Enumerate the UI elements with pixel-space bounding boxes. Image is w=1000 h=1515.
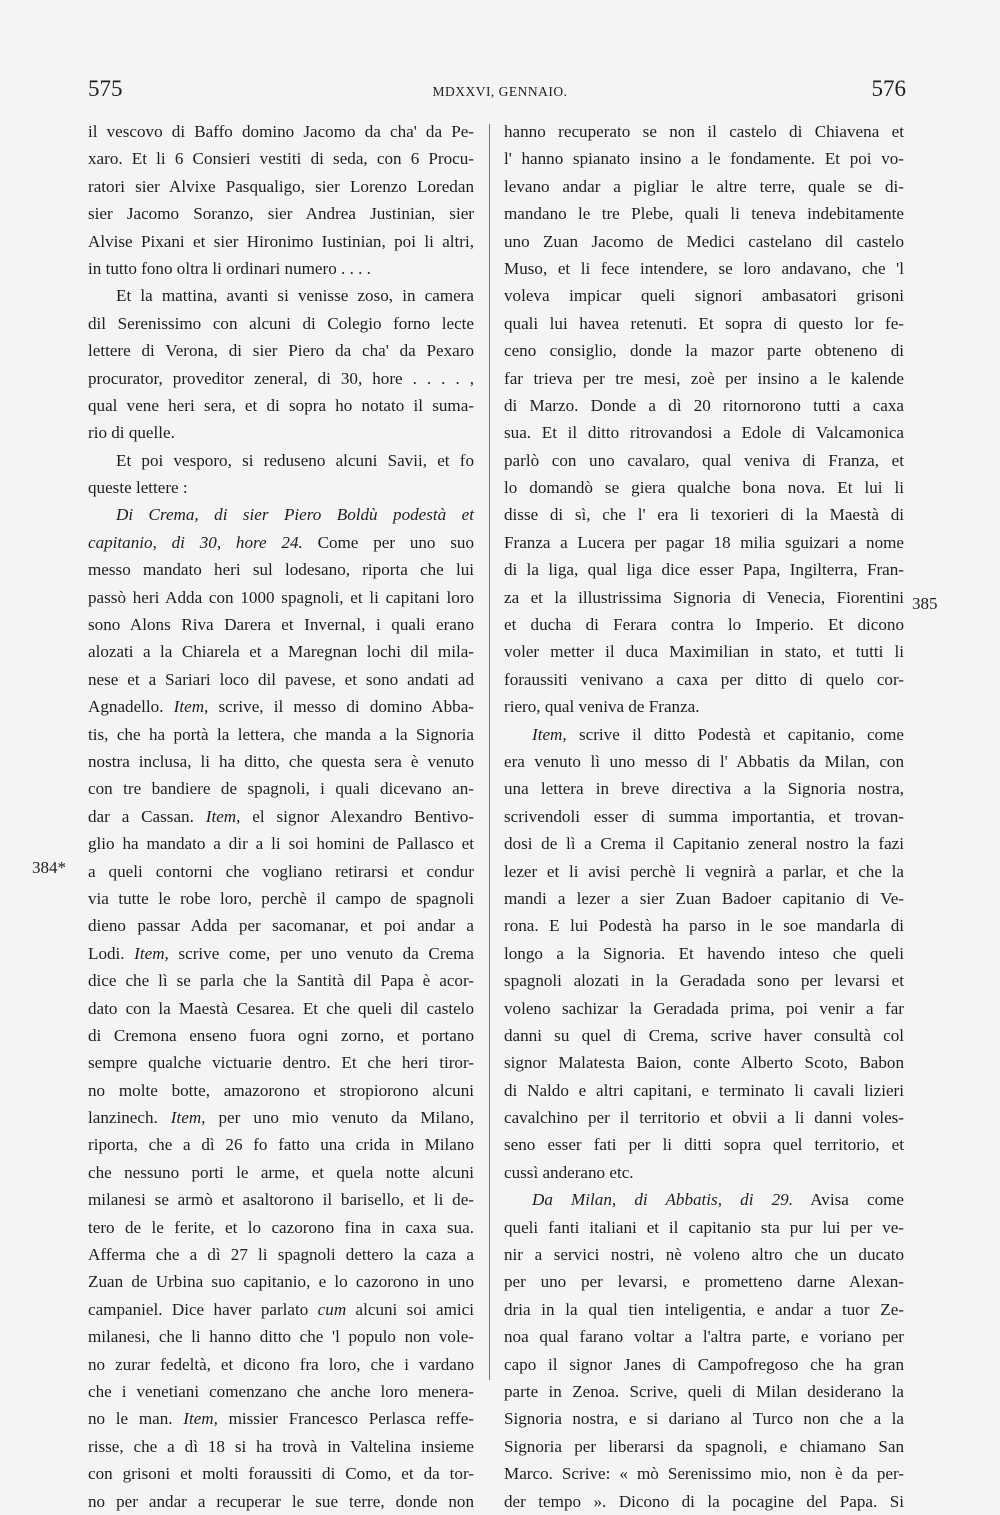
right-margin-number: 385 bbox=[912, 594, 938, 613]
line-text: per uno per levarsi, e prometteno darne Alexan- bbox=[504, 1272, 904, 1292]
line-text: lezer et li avisi perchè li vegnirà a parlar, et che la bbox=[504, 861, 904, 881]
line-text: spagnoli alozati in la Geradada sono per levarsi et bbox=[504, 971, 904, 991]
line-text: di Marzo. Donde a dì 20 ritornorono tutti a caxa bbox=[504, 395, 904, 415]
line-text: di Cremona enseno fuora ogni zorno, et portano bbox=[88, 1025, 474, 1045]
line-text: sempre qualche victuarie dentro. Et che heri tiror- bbox=[88, 1053, 474, 1073]
line-text: tero de le ferite, et lo cazorono fina in caxa sua. bbox=[88, 1217, 474, 1237]
line-text: cavalchino per il territorio et obvii a li danni voles- bbox=[504, 1108, 904, 1128]
line-text: za et la illustrissima Signoria di Venecia, Fiorentini bbox=[504, 587, 904, 607]
text-line bbox=[504, 721, 904, 748]
line-text-italic: Item, bbox=[157, 1108, 206, 1128]
line-text: sono Alons Riva Darera et Invernal, i quali erano bbox=[88, 615, 474, 635]
text-line bbox=[88, 1159, 474, 1186]
text-line bbox=[88, 912, 474, 939]
line-text: far trieva per tre mesi, zoè per insino a le kalende bbox=[504, 368, 904, 388]
text-line bbox=[88, 1488, 474, 1515]
text-line bbox=[504, 638, 904, 665]
text-line bbox=[88, 1405, 474, 1432]
text-line bbox=[504, 1159, 904, 1186]
line-text: passò heri Adda con 1000 spagnoli, et li capitani loro bbox=[88, 587, 474, 607]
text-line bbox=[504, 1323, 904, 1350]
right-column bbox=[504, 118, 904, 1515]
line-text: Afferma che a dì 27 li spagnoli dettero la caza a bbox=[88, 1245, 474, 1265]
line-text: via tutte le robe loro, perchè il campo de spagnoli bbox=[88, 888, 474, 908]
line-text-italic: Item, bbox=[172, 1409, 218, 1429]
text-line bbox=[88, 885, 474, 912]
text-line bbox=[88, 173, 474, 200]
line-text: no zurar fedeltà, et dicono fra loro, che i vardano bbox=[88, 1354, 474, 1374]
line-text: che i venetiani comenzano che anche loro menera- bbox=[88, 1381, 474, 1401]
line-text: Marco. Scrive: « mò Serenissimo mio, non è da per- bbox=[504, 1464, 904, 1484]
text-line bbox=[88, 1241, 474, 1268]
line-text: voler metter il duca Maximilian in stato, et tutti li bbox=[504, 642, 904, 662]
line-text-tail: missier Francesco Perlasca reffe- bbox=[217, 1409, 474, 1429]
text-line bbox=[504, 611, 904, 638]
text-line bbox=[88, 228, 474, 255]
text-line bbox=[504, 255, 904, 282]
line-text: riporta, che a dì 26 fo fatto una crida in Milano bbox=[88, 1135, 474, 1155]
text-line bbox=[504, 1378, 904, 1405]
line-text: milanesi se armò et asaltorono il barisello, et li de- bbox=[88, 1190, 474, 1210]
line-text: che nessuno porti le arme, et quela notte alcuni bbox=[88, 1162, 474, 1182]
line-text: lo domandò se giera qualche bona nova. Et lui li bbox=[504, 478, 904, 498]
text-line bbox=[504, 885, 904, 912]
text-line bbox=[88, 282, 474, 309]
line-text: seno esser fati per li ditti sopra quel territorio, et bbox=[504, 1135, 904, 1155]
line-text: quali lui havea retenuti. Et sopra di questo lor fe- bbox=[504, 313, 904, 333]
text-line bbox=[88, 365, 474, 392]
text-line bbox=[88, 1104, 474, 1131]
text-line bbox=[504, 419, 904, 446]
line-text-tail: scrive, il messo di domino Abba- bbox=[208, 697, 475, 717]
text-line bbox=[88, 693, 474, 720]
text-line bbox=[88, 995, 474, 1022]
line-text: nir a servici nostri, nè voleno altro che un ducato bbox=[504, 1245, 904, 1265]
line-text: Agnadello. bbox=[88, 697, 164, 717]
line-text: danni su quel di Crema, scrive haver consultà col bbox=[504, 1025, 904, 1045]
text-line bbox=[88, 611, 474, 638]
line-text: Franza a Lucera per pagar 18 milia sguizari a nome bbox=[504, 532, 904, 552]
text-line bbox=[504, 584, 904, 611]
text-line bbox=[88, 310, 474, 337]
line-text: queste lettere : bbox=[88, 478, 188, 498]
line-text-tail: per uno mio venuto da Milano, bbox=[205, 1108, 475, 1128]
line-text-tail: el signor Alexandro Bentivo- bbox=[240, 806, 474, 826]
line-text: sua. Et il ditto ritrovandosi a Edole di Valcamonica bbox=[504, 423, 904, 443]
text-line bbox=[504, 940, 904, 967]
line-text: et ducha di Ferara contra lo Imperio. Et dicono bbox=[504, 615, 904, 635]
text-line bbox=[504, 693, 904, 720]
line-text: mandi a lezer a sier Zuan Badoer capitanio di Ve- bbox=[504, 888, 904, 908]
line-text: di Naldo e altri capitani, e terminato li cavali lizieri bbox=[504, 1080, 904, 1100]
text-line bbox=[88, 200, 474, 227]
line-text-italic: cum bbox=[308, 1299, 347, 1319]
line-text: mandano le tre Plebe, quali li teneva indebitamente bbox=[504, 204, 904, 224]
text-line bbox=[88, 1049, 474, 1076]
running-title: MDXXVI, GENNAIO. bbox=[432, 84, 568, 99]
text-line bbox=[88, 1077, 474, 1104]
text-line bbox=[504, 1104, 904, 1131]
text-line bbox=[88, 255, 474, 282]
line-text: queli fanti italiani et il capitanio sta pur lui per ve- bbox=[504, 1217, 904, 1237]
line-text: Et la mattina, avanti si venisse zoso, in camera bbox=[116, 286, 474, 306]
text-line bbox=[504, 1241, 904, 1268]
line-text: levano andar a pigliar le altre terre, quale se di- bbox=[504, 176, 904, 196]
text-line bbox=[504, 228, 904, 255]
text-line bbox=[504, 392, 904, 419]
text-line bbox=[504, 474, 904, 501]
text-line bbox=[88, 1351, 474, 1378]
line-text: no molte botte, amazorono et stropiorono alcuni bbox=[88, 1080, 474, 1100]
text-line bbox=[88, 145, 474, 172]
line-text-tail: Avisa come bbox=[792, 1190, 904, 1210]
text-line bbox=[88, 721, 474, 748]
line-text: dil Serenissimo con alcuni di Colegio forno lecte bbox=[88, 313, 474, 333]
text-line bbox=[504, 666, 904, 693]
left-column bbox=[88, 118, 474, 1515]
text-line bbox=[504, 1488, 904, 1515]
text-line bbox=[504, 200, 904, 227]
line-text: procurator, proveditor zeneral, di 30, hore . . . . , bbox=[88, 368, 474, 388]
line-text: Zuan de Urbina suo capitanio, e lo cazorono in uno bbox=[88, 1272, 474, 1292]
line-text: milanesi, che li hanno ditto che 'l populo non vole- bbox=[88, 1327, 474, 1347]
text-line bbox=[88, 1268, 474, 1295]
text-line bbox=[504, 501, 904, 528]
line-text: noa qual farano voltar a l'altra parte, e voriano per bbox=[504, 1327, 904, 1347]
line-text: Alvise Pixani et sier Hironimo Iustinian, poi li altri, bbox=[88, 231, 474, 251]
text-line bbox=[88, 1131, 474, 1158]
text-line bbox=[504, 1351, 904, 1378]
line-text-italic: Item, bbox=[163, 697, 209, 717]
text-line bbox=[504, 1214, 904, 1241]
text-line bbox=[504, 173, 904, 200]
line-text: dato con la Maestà Cesarea. Et che queli dil castelo bbox=[88, 998, 474, 1018]
line-text-tail: alcuni soi amici bbox=[346, 1299, 474, 1319]
left-page-number: 575 bbox=[88, 76, 123, 101]
line-text: sier Jacomo Soranzo, sier Andrea Justinian, sier bbox=[88, 204, 474, 224]
line-text: Signoria per liberarsi da spagnoli, e chiamano San bbox=[504, 1436, 904, 1456]
line-text: il vescovo di Baffo domino Jacomo da cha' da Pe- bbox=[88, 122, 474, 141]
text-line bbox=[504, 858, 904, 885]
text-line bbox=[88, 666, 474, 693]
line-text: voleno sachizar la Geradada prima, poi venir a far bbox=[504, 998, 904, 1018]
line-text: Lodi. bbox=[88, 943, 125, 963]
text-line bbox=[88, 501, 474, 528]
text-line bbox=[88, 775, 474, 802]
text-line bbox=[504, 556, 904, 583]
line-text: in tutto fono oltra li ordinari numero . . . . bbox=[88, 258, 371, 278]
line-text: riero, qual veniva de Franza. bbox=[504, 697, 700, 717]
line-text: dria in la qual tien inteligentia, e andar a tuor Ze- bbox=[504, 1299, 904, 1319]
line-text: con tre bandiere de spagnoli, i quali dicevano an- bbox=[88, 779, 474, 799]
text-line bbox=[504, 118, 904, 145]
line-text: di la liga, qual liga dice esser Papa, Ingilterra, Fran- bbox=[504, 560, 904, 580]
text-line bbox=[504, 1049, 904, 1076]
text-line bbox=[88, 1433, 474, 1460]
line-text: nese et a Sariari loco dil pavese, et sono andati ad bbox=[88, 669, 474, 689]
text-line bbox=[504, 775, 904, 802]
text-line bbox=[504, 1296, 904, 1323]
page-header bbox=[0, 76, 1000, 116]
line-text: longo a la Signoria. Et havendo inteso che queli bbox=[504, 943, 904, 963]
text-line bbox=[88, 1323, 474, 1350]
text-line bbox=[504, 337, 904, 364]
line-text: der tempo ». Dicono di la pocagine del Papa. Si bbox=[504, 1491, 904, 1511]
text-line bbox=[504, 529, 904, 556]
line-text: xaro. Et li 6 Consieri vestiti di seda, con 6 Procu- bbox=[88, 149, 474, 169]
text-line bbox=[88, 447, 474, 474]
line-text: glio ha mandato a dir a li soi homini de Pallasco et bbox=[88, 834, 474, 854]
line-text: capitanio, di 30, hore 24. bbox=[88, 532, 303, 552]
line-text: nostra inclusa, li ha ditto, che questa sera è venuto bbox=[88, 751, 474, 771]
text-line bbox=[88, 1460, 474, 1487]
line-text: lettere di Verona, di sier Piero da cha' da Pexaro bbox=[88, 341, 474, 361]
text-line bbox=[88, 529, 474, 556]
line-text: risse, che a dì 18 si ha trovà in Valtelina insieme bbox=[88, 1436, 474, 1456]
text-line bbox=[88, 1022, 474, 1049]
line-text-italic: Item, bbox=[193, 806, 241, 826]
line-text: uno Zuan Jacomo de Medici castelano dil castelo bbox=[504, 231, 904, 251]
line-text: alozati a la Chiarela et a Maregnan lochi dil mila- bbox=[88, 642, 474, 662]
line-text: l' hanno spianato insino a le fondamente. Et poi vo- bbox=[504, 149, 904, 169]
line-text: no le man. bbox=[88, 1409, 173, 1429]
line-text: qual vene heri sera, et di sopra ho notato il suma- bbox=[88, 395, 474, 415]
line-text-tail: scrive come, per uno venuto da Crema bbox=[168, 943, 474, 963]
line-text: voleva impicar queli signori ambasatori grisoni bbox=[504, 286, 904, 306]
line-text: dieno passar Adda per sacomanar, et poi andar a bbox=[88, 916, 474, 936]
text-line bbox=[88, 474, 474, 501]
text-line bbox=[504, 282, 904, 309]
text-line bbox=[504, 1460, 904, 1487]
line-text: capo il signor Janes di Campofregoso che ha gran bbox=[504, 1354, 904, 1374]
text-line bbox=[88, 118, 474, 145]
line-text: cussì anderano etc. bbox=[504, 1162, 634, 1182]
line-text: parte in Zenoa. Scrive, queli di Milan desiderano la bbox=[504, 1381, 904, 1401]
text-line bbox=[88, 1214, 474, 1241]
text-line bbox=[504, 995, 904, 1022]
line-text: Item, bbox=[532, 724, 567, 744]
line-text: Signoria nostra, e si dariano al Turco non che a la bbox=[504, 1409, 904, 1429]
text-line bbox=[88, 392, 474, 419]
text-line bbox=[504, 1022, 904, 1049]
text-line bbox=[504, 1268, 904, 1295]
line-text: hanno recuperato se non il castelo di Chiavena et bbox=[504, 122, 904, 141]
text-line bbox=[88, 1296, 474, 1323]
text-line bbox=[504, 912, 904, 939]
text-line bbox=[504, 365, 904, 392]
line-text: dosi de lì a Crema il Capitanio zeneral nostro la fazi bbox=[504, 834, 904, 854]
line-text: no per andar a recuperar le sue terre, donde non bbox=[88, 1491, 474, 1511]
text-line bbox=[504, 1131, 904, 1158]
line-text: ceno consiglio, donde la mazor parte obteneno di bbox=[504, 341, 904, 361]
text-line bbox=[88, 1378, 474, 1405]
line-text: Muso, et li fece intendere, se loro andavano, che 'l bbox=[504, 258, 904, 278]
text-line bbox=[504, 310, 904, 337]
text-line bbox=[504, 830, 904, 857]
text-line bbox=[88, 803, 474, 830]
line-text: Da Milan, di Abbatis, di 29. bbox=[532, 1190, 793, 1210]
line-text: rio di quelle. bbox=[88, 423, 175, 443]
text-line bbox=[504, 748, 904, 775]
line-text-tail: scrive il ditto Podestà et capitanio, come bbox=[566, 724, 904, 744]
line-text: a queli contorni che vogliano retirarsi et condur bbox=[88, 861, 474, 881]
text-line bbox=[88, 337, 474, 364]
line-text: Di Crema, di sier Piero Boldù podestà et bbox=[116, 505, 474, 525]
text-line bbox=[88, 830, 474, 857]
text-line bbox=[504, 1405, 904, 1432]
text-line bbox=[88, 556, 474, 583]
left-margin-number: 384* bbox=[32, 858, 66, 877]
line-text: Et poi vesporo, si reduseno alcuni Savii, et fo bbox=[116, 450, 474, 470]
text-line bbox=[88, 858, 474, 885]
line-text: signor Malatesta Baion, conte Alberto Scoto, Babon bbox=[504, 1053, 904, 1073]
text-line bbox=[88, 638, 474, 665]
column-divider bbox=[489, 124, 490, 1380]
line-text: disse di sì, che l' era li texorieri di la Maestà di bbox=[504, 505, 904, 525]
line-text: rona. E lui Podestà ha parso in le soe mandarla di bbox=[504, 916, 904, 936]
line-text: scrivendoli esser di summa importantia, et trovan- bbox=[504, 806, 904, 826]
line-text: foraussiti venivano a caxa per ditto di quelo cor- bbox=[504, 669, 904, 689]
right-page-number: 576 bbox=[871, 76, 906, 101]
text-line bbox=[504, 967, 904, 994]
line-text: campaniel. Dice haver parlato bbox=[88, 1299, 309, 1319]
line-text: era venuto lì uno messo di l' Abbatis da Milan, con bbox=[504, 751, 904, 771]
line-text: tis, che ha portà la lettera, che manda a la Signoria bbox=[88, 724, 474, 744]
line-text: ratori sier Alvixe Pasqualigo, sier Lorenzo Loredan bbox=[88, 176, 474, 196]
line-text-tail: Come per uno suo bbox=[302, 532, 474, 552]
text-line bbox=[504, 1077, 904, 1104]
text-line bbox=[88, 419, 474, 446]
line-text: dar a Cassan. bbox=[88, 806, 194, 826]
text-line bbox=[504, 145, 904, 172]
line-text: con grisoni et molti foraussiti di Como, et da tor- bbox=[88, 1464, 474, 1484]
line-text: parlò con uno cavalaro, qual veniva di Franza, et bbox=[504, 450, 904, 470]
text-line bbox=[88, 1186, 474, 1213]
text-line bbox=[88, 967, 474, 994]
text-line bbox=[504, 803, 904, 830]
line-text: dice che lì se parla che la Santità dil Papa è acor- bbox=[88, 971, 474, 991]
line-text: lanzinech. bbox=[88, 1108, 158, 1128]
text-line bbox=[88, 584, 474, 611]
text-line bbox=[88, 940, 474, 967]
line-text: messo mandato heri sul lodesano, riporta che lui bbox=[88, 560, 474, 580]
line-text-italic: Item, bbox=[124, 943, 169, 963]
text-line bbox=[504, 1186, 904, 1213]
text-line bbox=[88, 748, 474, 775]
line-text: una lettera in breve directiva a la Signoria nostra, bbox=[504, 779, 904, 799]
text-line bbox=[504, 447, 904, 474]
text-line bbox=[504, 1433, 904, 1460]
